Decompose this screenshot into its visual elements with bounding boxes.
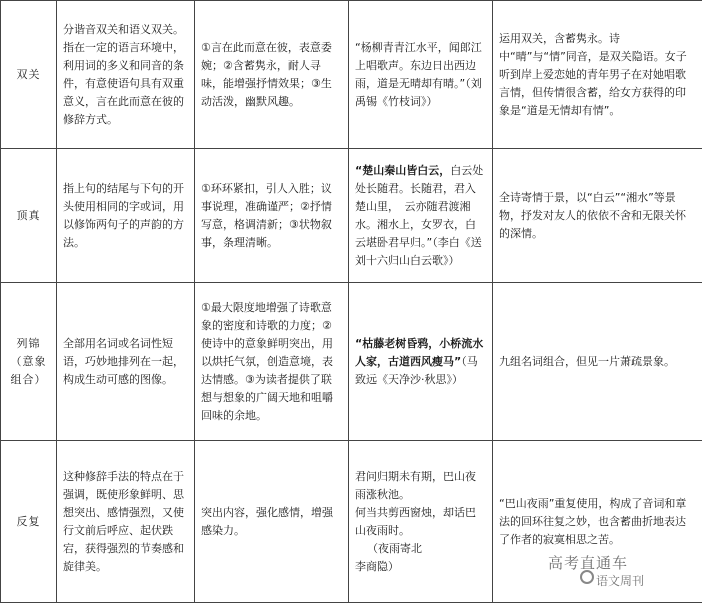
watermark-logo-icon: [580, 570, 594, 584]
analysis-cell: 九组名词组合，但见一片萧疏景象。: [493, 283, 702, 441]
example-source: （李白《送刘十六归山白云歌》）: [355, 236, 482, 267]
analysis-cell: 运用双关，含蓄隽永。诗中“晴”与“情”同音，是双关隐语。女子听到岸上爱恋她的青年男子在对她唱歌言情，但传情很含蓄，给女方获得的印象是“道是无情却有情”。: [493, 1, 702, 149]
example-quote: “枯藤老树昏鸦，小桥流水人家，古道西风瘦马”: [355, 337, 483, 368]
watermark-title: 高考直通车: [548, 552, 628, 573]
device-name: 顶真: [1, 149, 57, 283]
effect-cell: ①环环紧扣，引人入胜；议事说理，准确谨严；②抒情写意，格调清新；③状物叙事，条理清晰。: [195, 149, 349, 283]
example-cell: [349, 149, 493, 283]
example-line: 君问归期未有期，巴山夜雨涨秋池。: [355, 468, 486, 504]
effect-cell: ①最大限度地增强了诗歌意象的密度和诗歌的力度；②使诗中的意象鲜明突出，用以烘托气氛，创造意境，表达情感。③为读者提供了联想与想象的广阔天地和咀嚼回味的余地。: [195, 283, 349, 441]
example-cell: [349, 1, 493, 149]
effect-cell: ①言在此而意在彼，表意委婉；②含蓄隽永，耐人寻味，能增强抒情效果；③生动活泼，幽默风趣。: [195, 1, 349, 149]
device-name: 双关: [1, 1, 57, 149]
effect-cell: 突出内容，强化感情，增强感染力。: [195, 441, 349, 603]
example-source: （刘禹锡《竹枝词》）: [355, 77, 482, 108]
example-cell: [349, 283, 493, 441]
example-cell: [349, 441, 493, 603]
watermark-subtitle: 语文周刊: [596, 572, 644, 589]
example-quote: “楚山秦山皆白云，: [355, 164, 450, 177]
definition-cell: 指上句的结尾与下句的开头使用相同的字或词，用以修饰两句子的声韵的方法。: [57, 149, 195, 283]
table-row: [1, 283, 702, 441]
device-name: 列锦（意象组合）: [1, 283, 57, 441]
example-source: （马致远《天净沙·秋思》）: [355, 355, 478, 386]
example-author: 李商隐）: [355, 558, 486, 576]
example-line: 何当共剪西窗烛，却话巴山夜雨时。: [355, 504, 486, 540]
example-rest: 白云处处长随君。长随君，君入楚山里， 云亦随君渡湘水。湘水上，女罗衣，白云堪卧君早归。”: [355, 164, 483, 249]
analysis-cell: 全诗寄情于景，以“白云”“湘水”等景物，抒发对友人的依依不舍和无限关怀的深情。: [493, 149, 702, 283]
device-name: 反复: [1, 441, 57, 603]
definition-cell: 全部用名词或名词性短语，巧妙地排列在一起，构成生动可感的图像。: [57, 283, 195, 441]
definition-cell: 这种修辞手法的特点在于强调，既使形象鲜明、思想突出、感情强烈，又使行文前后呼应、起伏跌宕，获得强烈的节奏感和旋律美。: [57, 441, 195, 603]
definition-cell: 分谐音双关和语义双关。指在一定的语言环境中，利用词的多义和同音的条件，有意使语句具有双重意义，言在此而意在彼的修辞方式。: [57, 1, 195, 149]
example-quote: “杨柳青青江水平，闻郎江上唱歌声。东边日出西边雨，道是无晴却有晴。”: [355, 41, 482, 90]
example-title: （夜雨寄北: [355, 540, 486, 558]
table-row: [1, 1, 702, 149]
analysis-cell: “巴山夜雨”重复使用，构成了音词和章法的回环往复之妙，也含蓄曲折地表达了作者的寂寞相思之苦。: [493, 441, 702, 603]
table-row: [1, 149, 702, 283]
